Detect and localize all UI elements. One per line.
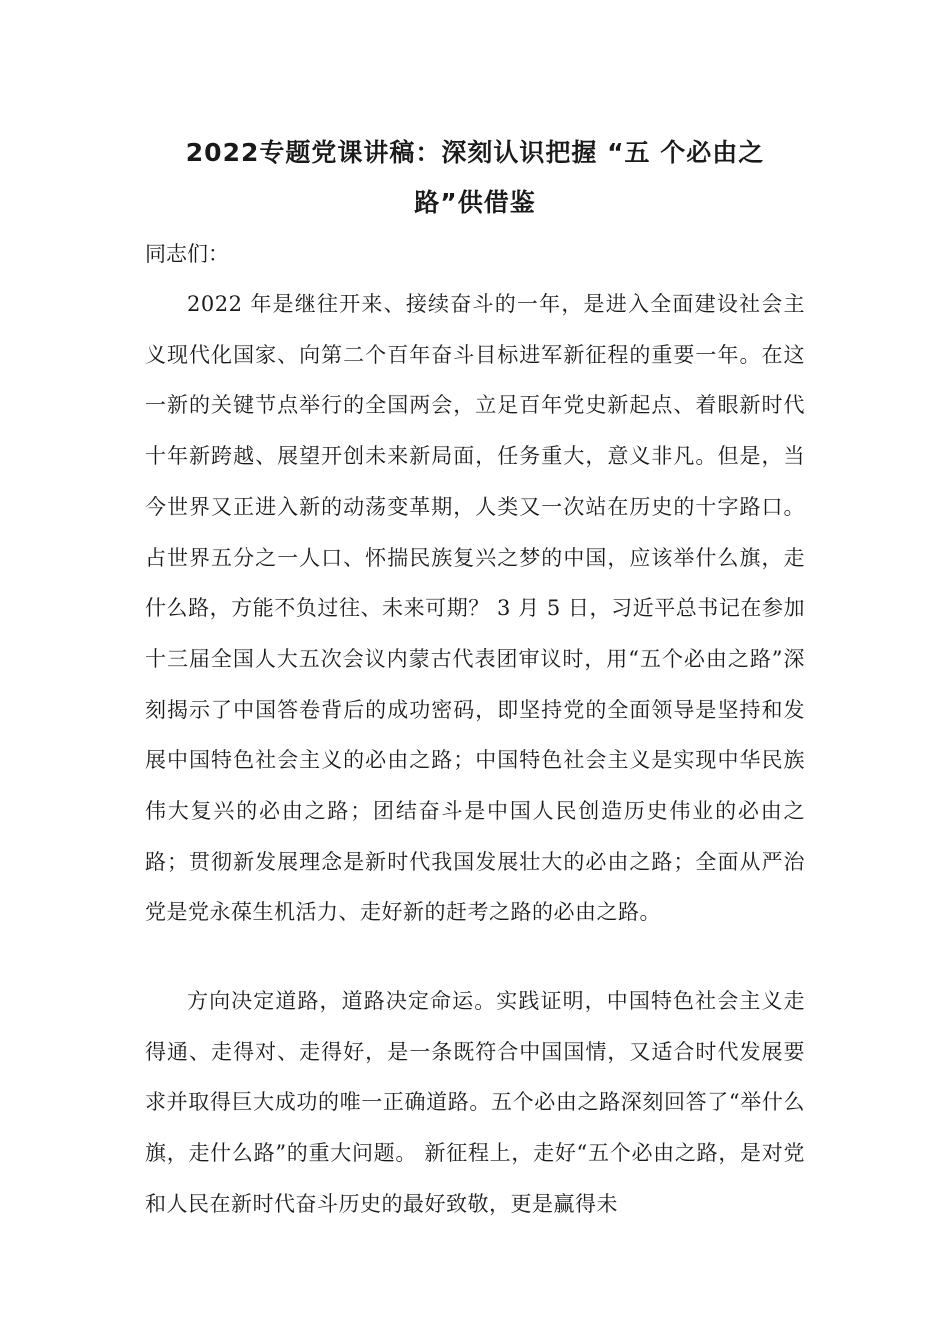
- salutation: 同志们：: [145, 242, 229, 266]
- body-paragraph-1: 2022 年是继往开来、接续奋斗的一年，是进入全面建设社会主义现代化国家、向第二个百年奋斗目标进军新征程的重要一年。在这一新的关键节点举行的全国两会，立足百年党史新起点、着眼新时代十年新跨越、展望开创未来新局面，任务重大，意义非凡。但是，当今世界又正进入新的动荡变革期，人类又一次站在历史的十字路口。占世界五分之一人口、怀揣民族复兴之梦的中国，应该举什么旗，走什么路，方能不负过往、未来可期？ 3 月 5 日，习近平总书记在参加十三届全国人大五次会议内蒙古代表团审议时，用“五个必由之路”深刻揭示了中国答卷背后的成功密码，即坚持党的全面领导是坚持和发展中国特色社会主义的必由之路；中国特色社会主义是实现中华民族伟大复兴的必由之路；团结奋斗是中国人民创造历史伟业的必由之路；贯彻新发展理念是新时代我国发展壮大的必由之路；全面从严治党是党永葆生机活力、走好新的赶考之路的必由之路。: [145, 292, 805, 925]
- document-title-line-1: 2022专题党课讲稿：深刻认识把握 “五 个必由之: [185, 138, 765, 167]
- body-paragraph-2: 方向决定道路，道路决定命运。实践证明，中国特色社会主义走得通、走得对、走得好，是一条既符合中国国情，又适合时代发展要求并取得巨大成功的唯一正确道路。五个必由之路深刻回答了“举什么旗，走什么路”的重大问题。 新征程上，走好“五个必由之路，是对党和人民在新时代奋斗历史的最好致敬，更是赢得未: [145, 989, 805, 1216]
- document-title-line-2: 路”供借鉴: [414, 188, 536, 217]
